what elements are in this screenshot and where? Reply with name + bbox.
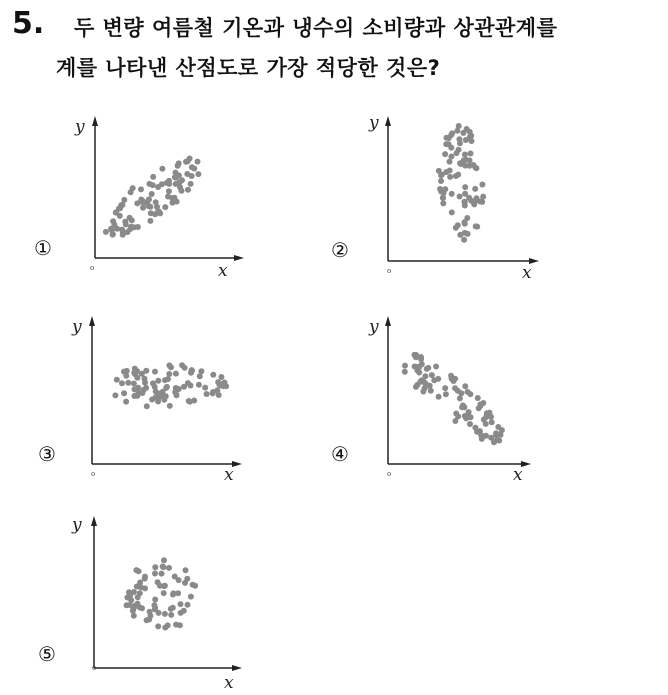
- scatter-point: [419, 361, 425, 367]
- scatter-point: [155, 623, 161, 629]
- scatter-point: [488, 435, 494, 441]
- scatter-point: [438, 178, 444, 184]
- scatter-point: [132, 386, 138, 392]
- x-axis-label: x: [522, 263, 532, 283]
- scatter-point: [462, 383, 468, 389]
- scatter-point: [191, 166, 197, 172]
- scatter-point: [416, 370, 422, 376]
- scatter-point: [110, 218, 116, 224]
- scatter-point: [131, 613, 137, 619]
- scatter-point: [210, 372, 216, 378]
- scatter-point: [489, 419, 495, 425]
- scatter-point: [166, 565, 172, 571]
- x-axis-label: x: [224, 465, 234, 485]
- scatter-point: [168, 606, 174, 612]
- scatter-point: [122, 219, 128, 225]
- scatter-point: [467, 163, 473, 169]
- scatter-point: [166, 371, 172, 377]
- scatter-point: [453, 173, 459, 179]
- scatter-point: [455, 222, 461, 228]
- scatter-point: [464, 126, 470, 132]
- scatter-point: [462, 184, 468, 190]
- scatter-point: [442, 151, 448, 157]
- option-1-marker: ①: [34, 236, 52, 260]
- scatter-point: [474, 195, 480, 201]
- scatter-point: [130, 606, 136, 612]
- scatter-point: [440, 200, 446, 206]
- y-axis-arrow-icon: [92, 116, 98, 126]
- option-4-marker: ④: [331, 442, 349, 466]
- scatter-point: [187, 156, 193, 162]
- scatter-point: [446, 135, 452, 141]
- x-axis-label: x: [224, 673, 234, 693]
- question-text-line1: 두 변량 여름철 기온과 냉수의 소비량과 상관관계를: [74, 16, 558, 40]
- scatter-point: [446, 141, 452, 147]
- scatter-point: [129, 217, 135, 223]
- scatter-point: [449, 209, 455, 215]
- y-axis-label: y: [369, 113, 379, 133]
- origin-label: o: [387, 267, 392, 275]
- scatter-point: [130, 185, 136, 191]
- scatter-point: [165, 376, 171, 382]
- scatter-point: [462, 230, 468, 236]
- scatter-point: [155, 396, 161, 402]
- scatter-point: [174, 392, 180, 398]
- scatter-point: [195, 159, 201, 165]
- scatter-point: [125, 380, 131, 386]
- scatter-point: [160, 564, 166, 570]
- scatter-point: [161, 590, 167, 596]
- scatter-point: [152, 369, 158, 375]
- option-3-scatter[interactable]: [32, 308, 252, 488]
- option-5-marker: ⑤: [38, 642, 56, 666]
- scatter-point: [462, 152, 468, 158]
- scatter-point: [460, 402, 466, 408]
- scatter-point: [166, 188, 172, 194]
- origin-label: o: [90, 264, 95, 272]
- scatter-point: [159, 571, 165, 577]
- scatter-point: [440, 195, 446, 201]
- scatter-point: [120, 229, 126, 235]
- scatter-point: [479, 182, 485, 188]
- scatter-point: [175, 590, 181, 596]
- scatter-point: [155, 184, 161, 190]
- scatter-point: [402, 369, 408, 375]
- scatter-point: [124, 368, 130, 374]
- scatter-point: [467, 391, 473, 397]
- scatter-point: [474, 429, 480, 435]
- scatter-point: [494, 437, 500, 443]
- option-1-plot: [30, 108, 250, 288]
- scatter-point: [204, 391, 210, 397]
- scatter-point: [192, 583, 198, 589]
- scatter-point: [184, 171, 190, 177]
- scatter-point: [474, 224, 480, 230]
- scatter-point: [188, 181, 194, 187]
- scatter-point: [428, 388, 434, 394]
- scatter-point: [481, 417, 487, 423]
- scatter-point: [163, 393, 169, 399]
- scatter-point: [152, 564, 158, 570]
- scatter-point: [448, 154, 454, 160]
- y-axis-label: y: [369, 317, 379, 337]
- scatter-point: [471, 201, 477, 207]
- scatter-point: [161, 557, 167, 563]
- scatter-point: [185, 602, 191, 608]
- scatter-point: [178, 601, 184, 607]
- scatter-point: [150, 174, 156, 180]
- scatter-point: [402, 363, 408, 369]
- scatter-point: [457, 194, 463, 200]
- scatter-point: [167, 403, 173, 409]
- option-5-scatter[interactable]: [32, 508, 252, 693]
- scatter-point: [435, 376, 441, 382]
- scatter-point: [173, 181, 179, 187]
- scatter-point: [162, 204, 168, 210]
- scatter-point: [433, 364, 439, 370]
- x-axis-label: x: [513, 465, 523, 485]
- scatter-point: [442, 385, 448, 391]
- scatter-point: [172, 574, 178, 580]
- origin-label: o: [387, 470, 392, 478]
- scatter-point: [114, 377, 120, 383]
- question-number: 5.: [12, 6, 45, 41]
- scatter-point: [170, 592, 176, 598]
- scatter-point: [154, 204, 160, 210]
- scatter-point: [202, 385, 208, 391]
- option-3-marker: ③: [38, 442, 56, 466]
- scatter-point: [442, 186, 448, 192]
- scatter-point: [162, 611, 168, 617]
- scatter-point: [462, 413, 468, 419]
- scatter-point: [175, 163, 181, 169]
- scatter-point: [144, 403, 150, 409]
- scatter-point: [185, 187, 191, 193]
- scatter-point: [429, 372, 435, 378]
- question-text-line2: 계를 나타낸 산점도로 가장 적당한 것은?: [56, 56, 441, 80]
- scatter-point: [216, 392, 222, 398]
- x-axis-arrow-icon: [234, 255, 244, 261]
- scatter-point: [456, 123, 462, 129]
- origin-label: o: [92, 664, 97, 672]
- scatter-point: [155, 378, 161, 384]
- scatter-point: [166, 362, 172, 368]
- scatter-point: [108, 226, 114, 232]
- y-axis-label: y: [75, 117, 85, 137]
- scatter-point: [119, 380, 125, 386]
- scatter-point: [152, 571, 158, 577]
- scatter-point: [464, 215, 470, 221]
- scatter-point: [191, 398, 197, 404]
- option-5-plot: [32, 508, 252, 693]
- scatter-point: [168, 612, 174, 618]
- scatter-point: [454, 150, 460, 156]
- scatter-point: [173, 622, 179, 628]
- option-2-scatter[interactable]: [325, 108, 545, 288]
- scatter-point: [165, 622, 171, 628]
- scatter-point: [467, 157, 473, 163]
- scatter-point: [467, 134, 473, 140]
- scatter-point: [472, 186, 478, 192]
- scatter-point: [126, 589, 132, 595]
- scatter-point: [179, 177, 185, 183]
- scatter-point: [436, 394, 442, 400]
- scatter-point: [210, 390, 216, 396]
- scatter-point: [195, 171, 201, 177]
- scatter-point: [413, 354, 419, 360]
- scatter-point: [138, 186, 144, 192]
- scatter-point: [147, 609, 153, 615]
- scatter-point: [220, 383, 226, 389]
- scatter-point: [146, 196, 152, 202]
- scatter-point: [159, 166, 165, 172]
- scatter-point: [174, 199, 180, 205]
- y-axis-arrow-icon: [385, 116, 391, 126]
- scatter-point: [484, 410, 490, 416]
- scatter-point: [128, 597, 134, 603]
- x-axis-label: x: [218, 261, 228, 281]
- scatter-point: [131, 381, 137, 387]
- scatter-point: [128, 224, 134, 230]
- scatter-point: [447, 174, 453, 180]
- scatter-point: [447, 159, 453, 165]
- scatter-point: [449, 191, 455, 197]
- scatter-point: [142, 376, 148, 382]
- option-3-plot: [32, 308, 252, 488]
- scatter-point: [438, 172, 444, 178]
- scatter-point: [103, 229, 109, 235]
- scatter-point: [152, 597, 158, 603]
- scatter-point: [117, 205, 123, 211]
- scatter-point: [443, 169, 449, 175]
- scatter-point: [143, 368, 149, 374]
- scatter-point: [457, 395, 463, 401]
- scatter-point: [164, 180, 170, 186]
- scatter-point: [424, 366, 430, 372]
- scatter-point: [112, 392, 118, 398]
- scatter-point: [179, 188, 185, 194]
- y-axis-label: y: [72, 317, 82, 337]
- scatter-point: [142, 576, 148, 582]
- scatter-point: [456, 136, 462, 142]
- scatter-point: [455, 388, 461, 394]
- scatter-point: [149, 191, 155, 197]
- scatter-point: [461, 237, 467, 243]
- option-4-plot: [325, 308, 545, 488]
- scatter-point: [138, 584, 144, 590]
- scatter-point: [218, 374, 224, 380]
- x-axis-arrow-icon: [232, 665, 242, 671]
- scatter-point: [477, 403, 483, 409]
- scatter-point: [495, 424, 501, 430]
- scatter-point: [462, 191, 468, 197]
- scatter-point: [155, 579, 161, 585]
- scatter-point: [161, 583, 167, 589]
- scatter-point: [467, 421, 473, 427]
- scatter-point: [468, 151, 474, 157]
- scatter-point: [132, 371, 138, 377]
- scatter-point: [114, 226, 120, 232]
- scatter-point: [157, 209, 163, 215]
- scatter-point: [136, 568, 142, 574]
- scatter-point: [147, 218, 153, 224]
- origin-label: o: [91, 470, 96, 478]
- scatter-point: [455, 413, 461, 419]
- scatter-point: [475, 395, 481, 401]
- scatter-point: [188, 594, 194, 600]
- y-axis-label: y: [72, 515, 82, 535]
- y-axis-arrow-icon: [385, 316, 391, 326]
- scatter-point: [123, 399, 129, 405]
- y-axis-arrow-icon: [91, 516, 97, 526]
- scatter-point: [198, 368, 204, 374]
- scatter-point: [443, 391, 449, 397]
- scatter-point: [181, 384, 187, 390]
- scatter-point: [449, 376, 455, 382]
- scatter-point: [480, 194, 486, 200]
- scatter-point: [156, 610, 162, 616]
- scatter-point: [183, 567, 189, 573]
- scatter-point: [143, 385, 149, 391]
- scatter-point: [179, 362, 185, 368]
- option-2-plot: [325, 108, 545, 288]
- scatter-point: [417, 379, 423, 385]
- scatter-point: [147, 181, 153, 187]
- scatter-point: [462, 199, 468, 205]
- scatter-point: [181, 608, 187, 614]
- scatter-point: [152, 384, 158, 390]
- option-4-scatter[interactable]: [325, 308, 545, 488]
- scatter-point: [135, 594, 141, 600]
- scatter-point: [173, 371, 179, 377]
- scatter-point: [121, 390, 127, 396]
- scatter-point: [184, 576, 190, 582]
- scatter-point: [189, 368, 195, 374]
- option-1-scatter[interactable]: [30, 108, 250, 288]
- scatter-point: [461, 157, 467, 163]
- scatter-point: [186, 398, 192, 404]
- scatter-point: [472, 165, 478, 171]
- scatter-point: [197, 373, 203, 379]
- scatter-point: [437, 186, 443, 192]
- option-2-marker: ②: [331, 238, 349, 262]
- scatter-point: [420, 389, 426, 395]
- scatter-point: [427, 383, 433, 389]
- y-axis-arrow-icon: [89, 316, 95, 326]
- scatter-point: [196, 382, 202, 388]
- scatter-point: [152, 605, 158, 611]
